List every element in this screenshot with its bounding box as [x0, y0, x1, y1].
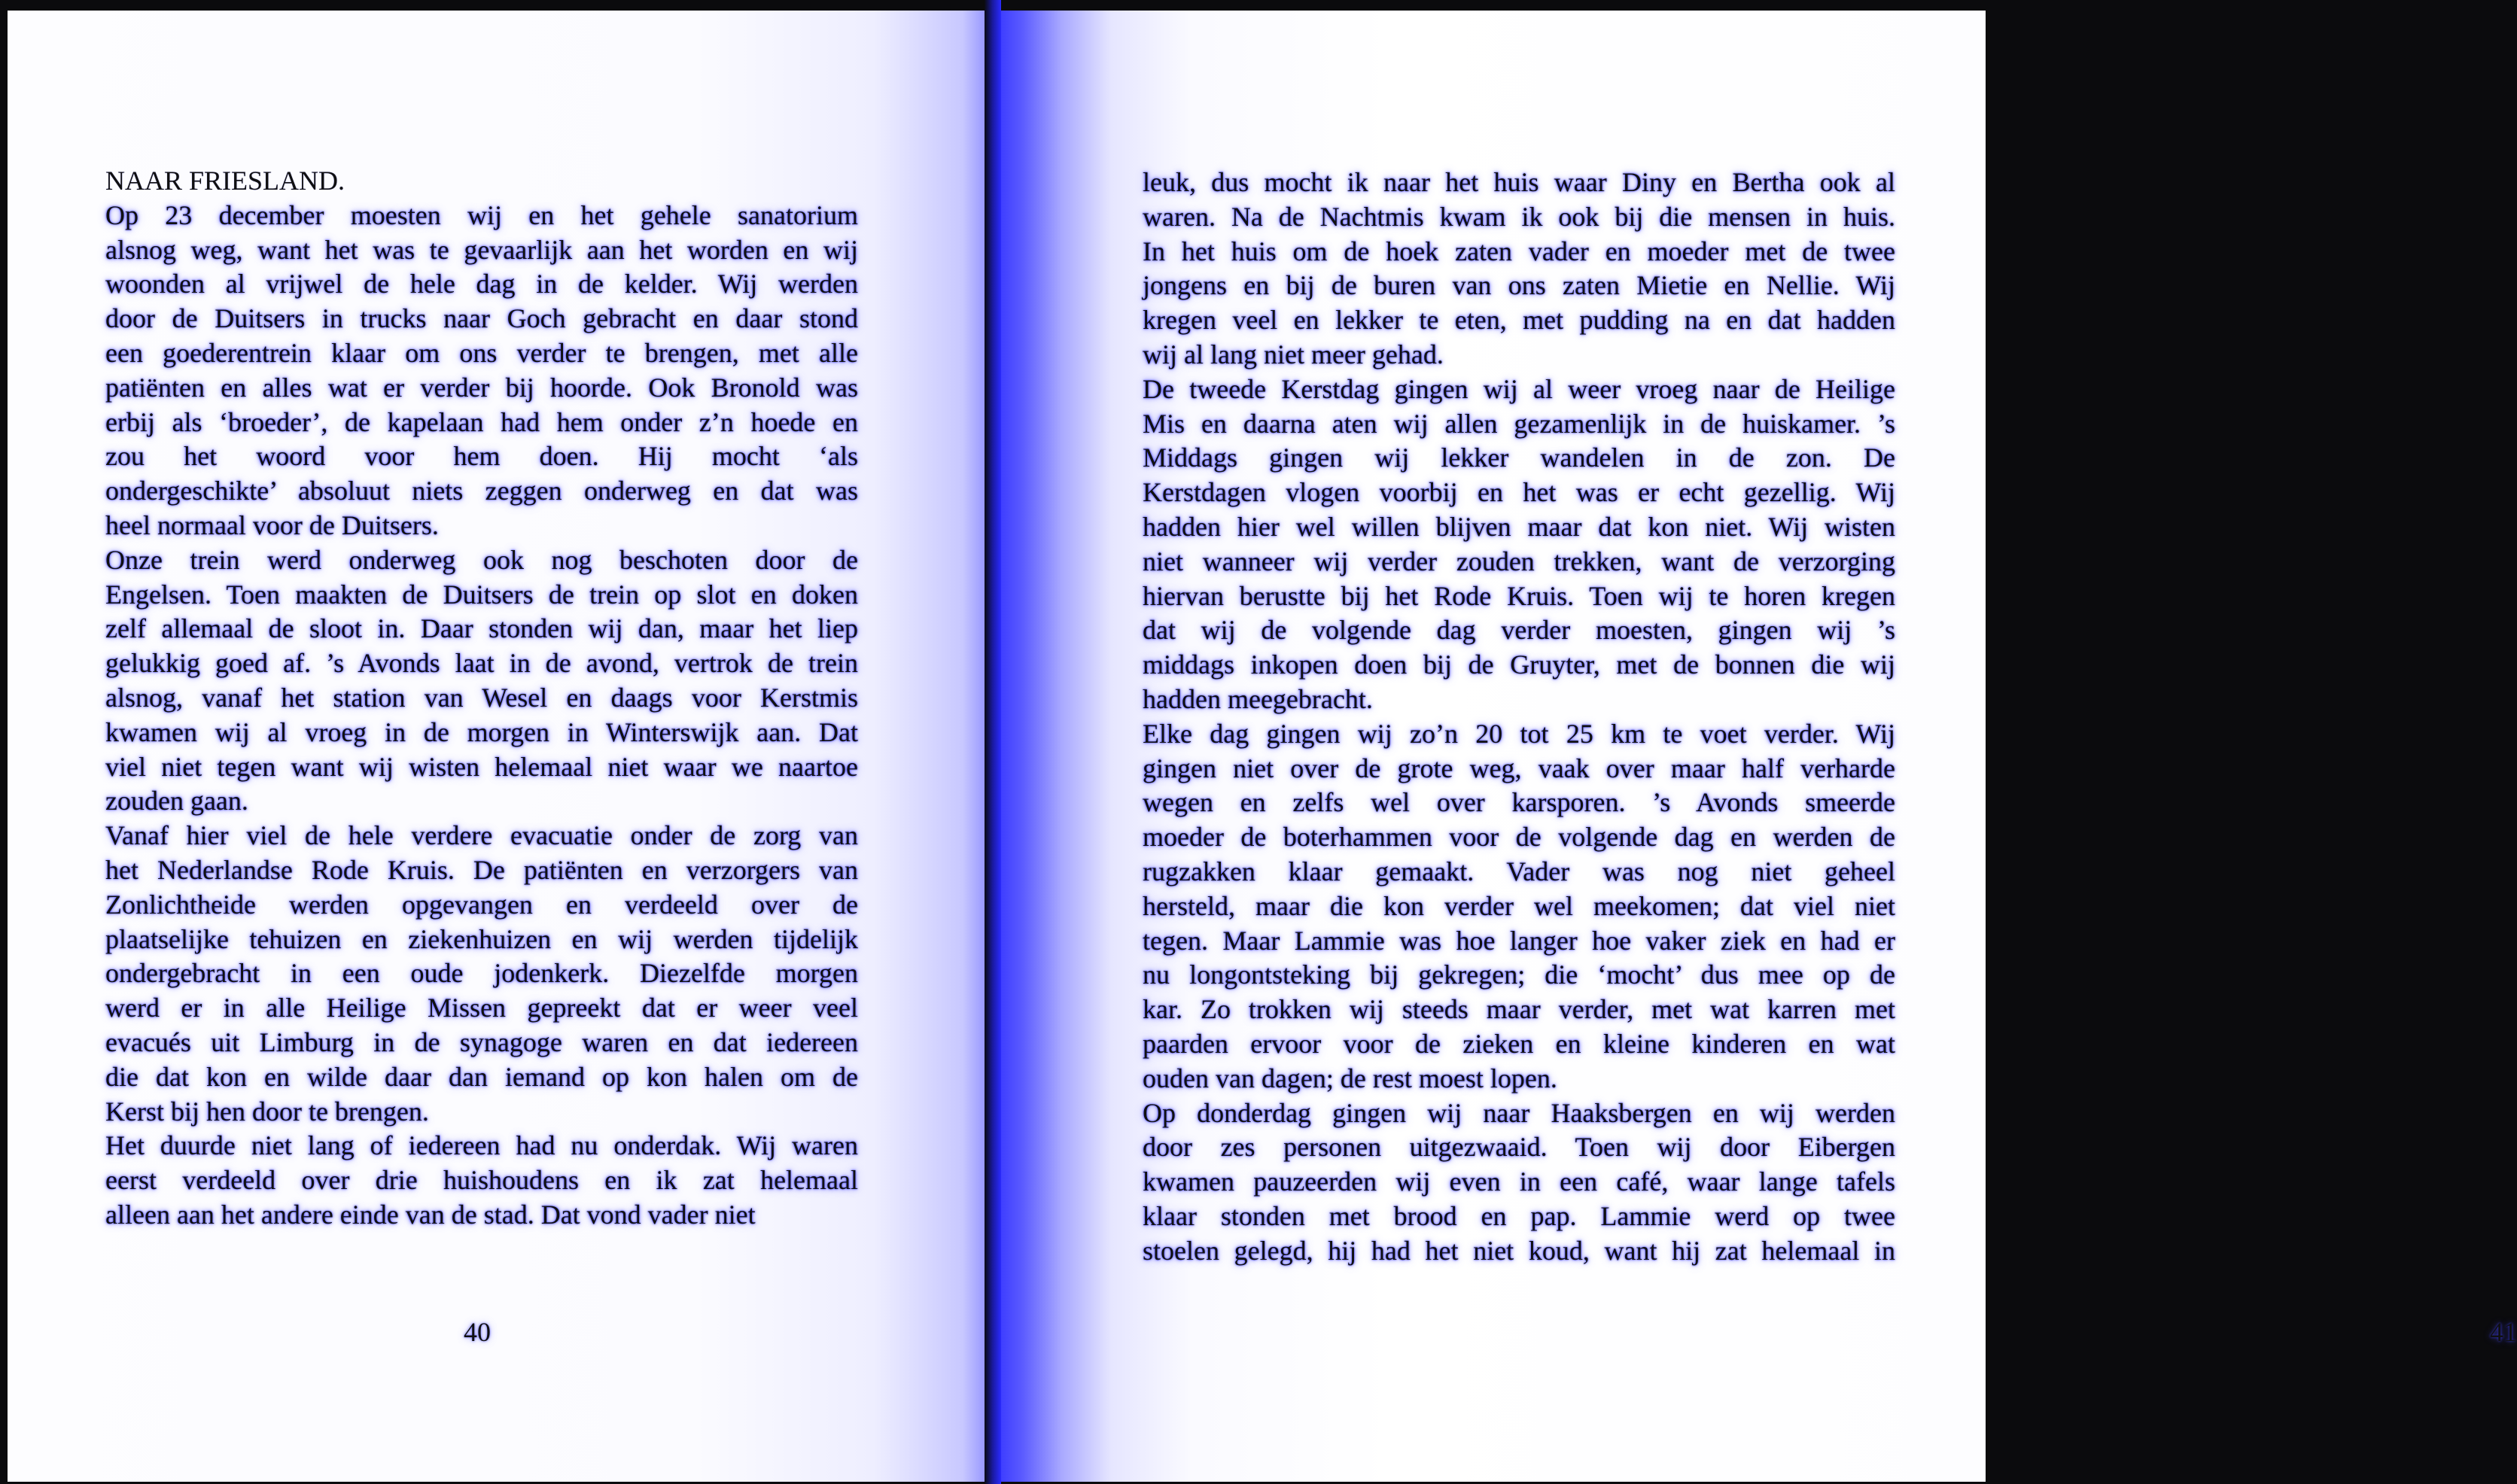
text-line: stoelen gelegd, hij had het niet koud, want hij zat helemaal in: [1143, 1235, 1895, 1266]
text-line: hiervan berustte bij het Rode Kruis. Toen wij te horen kregen: [1143, 580, 1895, 611]
text-line: Engelsen. Toen maakten de Duitsers de trein op slot en doken: [105, 579, 858, 610]
text-line: hadden hier wel willen blijven maar dat kon niet. Wij wisten: [1143, 511, 1895, 542]
book-spine-shadow: [985, 0, 1001, 1484]
text-line: dat wij de volgende dag verder moesten, gingen wij ’s: [1143, 615, 1895, 646]
page-number-right: 41: [2490, 1317, 2517, 1347]
text-line: rugzakken klaar gemaakt. Vader was nog niet geheel: [1143, 856, 1895, 886]
text-line: woonden al vrijwel de hele dag in de kelder. Wij werden: [105, 269, 858, 300]
text-line: wegen en zelfs wel over karsporen. ’s Avonds smeerde: [1143, 787, 1895, 818]
text-line: door de Duitsers in trucks naar Goch gebracht en daar stond: [105, 303, 858, 334]
text-line: Het duurde niet lang of iedereen had nu onderdak. Wij waren: [105, 1130, 858, 1161]
text-line: Kerst bij hen door te brengen.: [105, 1096, 429, 1127]
text-line: werd er in alle Heilige Missen gepreekt dat er weer veel: [105, 993, 858, 1023]
text-line: kar. Zo trokken wij steeds maar verder, met wat karren met: [1143, 994, 1895, 1025]
text-line: Vanaf hier viel de hele verdere evacuatie onder de zorg van: [105, 820, 858, 851]
text-line: eerst verdeeld over drie huishoudens en ik zat helemaal: [105, 1165, 858, 1196]
text-line: plaatselijke tehuizen en ziekenhuizen en wij werden tijdelijk: [105, 923, 858, 954]
text-line: Elke dag gingen wij zo’n 20 tot 25 km te voet verder. Wij: [1143, 718, 1895, 749]
text-line: leuk, dus mocht ik naar het huis waar Diny en Bertha ook al: [1143, 167, 1895, 197]
text-line: zou het woord voor hem doen. Hij mocht ‘als: [105, 441, 858, 472]
left-page: [8, 11, 992, 1482]
chapter-heading: NAAR FRIESLAND.: [105, 166, 345, 196]
text-line: alsnog weg, want het was te gevaarlijk aan het worden en wij: [105, 234, 858, 265]
text-line: ondergebracht in een oude jodenkerk. Diezelfde morgen: [105, 958, 858, 989]
text-line: wij al lang niet meer gehad.: [1143, 339, 1444, 369]
text-line: nu longontsteking bij gekregen; die ‘mocht’ dus mee op de: [1143, 959, 1895, 990]
text-line: evacués uit Limburg in de synagoge waren en dat iedereen: [105, 1026, 858, 1057]
right-page: [992, 11, 2517, 1482]
text-line: waren. Na de Nachtmis kwam ik ook bij die mensen in huis.: [1143, 201, 1895, 232]
text-line: erbij als ‘broeder’, de kapelaan had hem onder z’n hoede en: [105, 406, 858, 437]
text-line: ondergeschikte’ absoluut niets zeggen onderweg en dat was: [105, 476, 858, 506]
text-line: klaar stonden met brood en pap. Lammie werd op twee: [1143, 1200, 1895, 1231]
text-line: heel normaal voor de Duitsers.: [105, 509, 439, 540]
text-line: moeder de boterhammen voor de volgende dag en werden de: [1143, 822, 1895, 853]
text-line: die dat kon en wilde daar dan iemand op kon halen om de: [105, 1061, 858, 1092]
text-line: middags inkopen doen bij de Gruyter, met de bonnen die wij: [1143, 649, 1895, 680]
text-line: viel niet tegen want wij wisten helemaal niet waar we naartoe: [105, 751, 858, 782]
text-line: patiënten en alles wat er verder bij hoorde. Ook Bronold was: [105, 372, 858, 403]
text-line: alleen aan het andere einde van de stad. Dat vond vader niet: [105, 1199, 756, 1230]
text-line: gingen niet over de grote weg, vaak over maar half verharde: [1143, 753, 1895, 783]
text-line: zouden gaan.: [105, 786, 248, 817]
text-line: gelukkig goed af. ’s Avonds laat in de avond, vertrok de trein: [105, 648, 858, 679]
text-line: Op donderdag gingen wij naar Haaksbergen en wij werden: [1143, 1097, 1895, 1128]
text-line: jongens en bij de buren van ons zaten Mietie en Nellie. Wij: [1143, 270, 1895, 301]
text-line: Kerstdagen vlogen voorbij en het was er echt gezellig. Wij: [1143, 477, 1895, 508]
text-line: kwamen pauzeerden wij even in een café, waar lange tafels: [1143, 1166, 1895, 1197]
text-line: zelf allemaal de sloot in. Daar stonden wij dan, maar het liep: [105, 613, 858, 644]
text-line: kwamen wij al vroeg in de morgen in Winterswijk aan. Dat: [105, 716, 858, 747]
text-line: Zonlichtheide werden opgevangen en verdeeld over de: [105, 889, 858, 920]
text-line: hadden meegebracht.: [1143, 683, 1373, 714]
text-line: tegen. Maar Lammie was hoe langer hoe vaker ziek en had er: [1143, 925, 1895, 956]
text-line: Op 23 december moesten wij en het gehele sanatorium: [105, 199, 858, 230]
text-line: De tweede Kerstdag gingen wij al weer vroeg naar de Heilige: [1143, 373, 1895, 404]
text-line: In het huis om de hoek zaten vader en moeder met de twee: [1143, 236, 1895, 266]
text-line: paarden ervoor voor de zieken en kleine kinderen en wat: [1143, 1028, 1895, 1059]
text-line: Mis en daarna aten wij allen gezamenlijk in de huiskamer. ’s: [1143, 408, 1895, 439]
text-line: het Nederlandse Rode Kruis. De patiënten en verzorgers van: [105, 854, 858, 885]
text-line: Middags gingen wij lekker wandelen in de zon. De: [1143, 442, 1895, 473]
text-line: ouden van dagen; de rest moest lopen.: [1143, 1063, 1557, 1093]
text-line: een goederentrein klaar om ons verder te brengen, met alle: [105, 337, 858, 368]
text-line: Onze trein werd onderweg ook nog beschoten door de: [105, 544, 858, 575]
text-line: kregen veel en lekker te eten, met pudding na en dat hadden: [1143, 305, 1895, 336]
page-number-left: 40: [464, 1317, 491, 1347]
left-page-text: [105, 164, 858, 1233]
text-line: alsnog, vanaf het station van Wesel en daags voor Kerstmis: [105, 682, 858, 713]
right-page-text: [1143, 166, 1895, 1269]
text-line: hersteld, maar die kon verder wel meekomen; dat viel niet: [1143, 890, 1895, 921]
text-line: door zes personen uitgezwaaid. Toen wij door Eibergen: [1143, 1132, 1895, 1163]
text-line: niet wanneer wij verder zouden trekken, want de verzorging: [1143, 546, 1895, 576]
